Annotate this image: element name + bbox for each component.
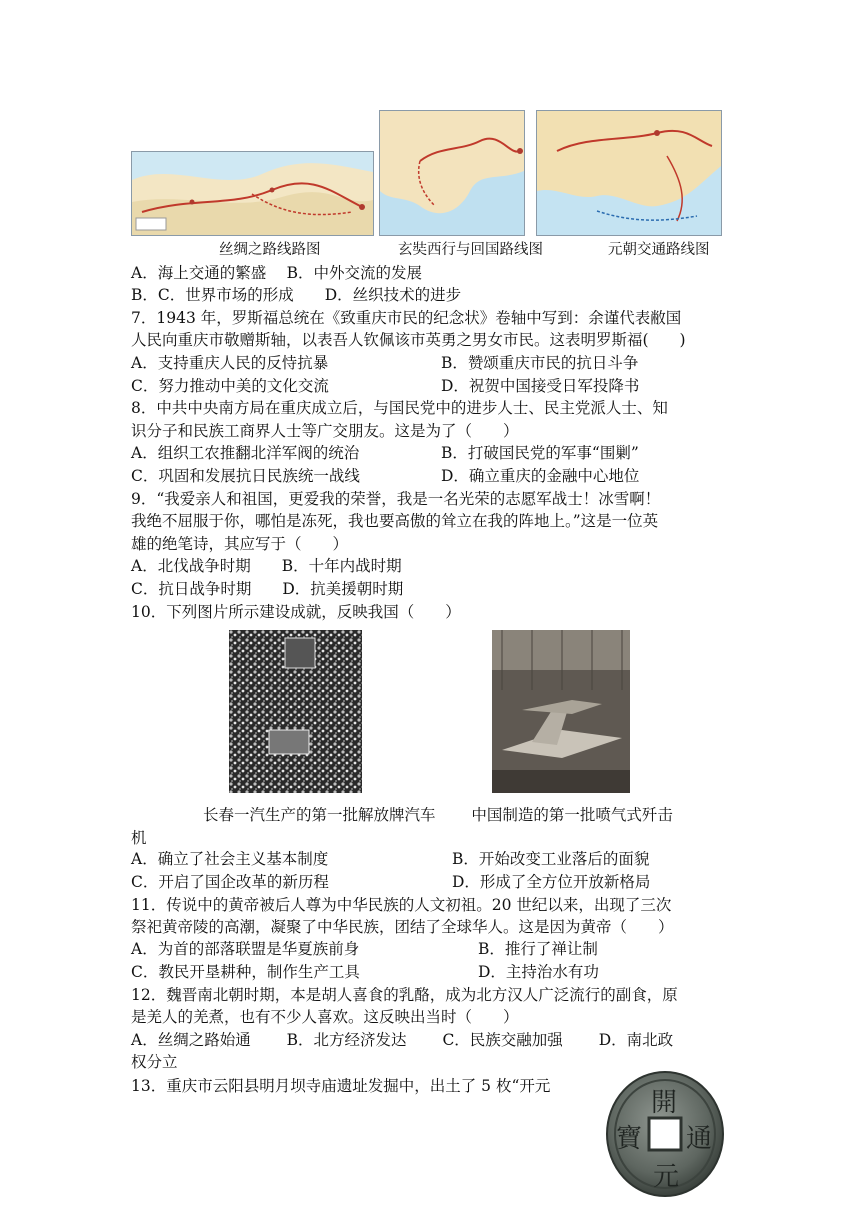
q7-option-a: A．支持重庆人民的反恃抗暴 [131,354,329,372]
q12-stem-line2: 是羌人的羌煮，也有不少人喜欢。这反映出当时（ ） [131,1008,519,1026]
q10-option-b: B．开始改变工业落后的面貌 [452,850,650,868]
q7-option-d: D．祝贺中国接受日军投降书 [441,377,640,395]
coin-char-left: 寶 [616,1124,643,1154]
coin-char-top: 開 [651,1088,678,1118]
q11-option-c: C．教民开垦耕种，制作生产工具 [131,963,360,981]
q10-option-c: C．开启了国企改革的新历程 [131,873,329,891]
q8-option-d: D．确立重庆的金融中心地位 [441,467,640,485]
q7-option-c: C．努力推动中美的文化交流 [131,377,329,395]
caption-silk-road: 丝绸之路线路图 [219,242,321,258]
q11-stem-line1: 11．传说中的黄帝被后人尊为中华民族的人文初祖。20 世纪以来，出现了三次 [131,896,672,914]
q8-option-b: B．打破国民党的军事“围剿” [441,444,639,462]
q12-options: A．丝绸之路始通 B．北方经济发达 C．民族交融加强 D．南北政 [131,1031,674,1049]
q7-stem-line2: 人民向重庆市敬赠斯轴，以表吾人钦佩该市英勇之男女市民。这表明罗斯福( ) [131,331,686,349]
caption-yuan: 元朝交通路线图 [608,242,710,258]
q12-options-wrap: 权分立 [131,1053,178,1071]
q8-option-c: C．巩固和发展抗日民族统一战线 [131,467,360,485]
caption-xuanzang: 玄奘西行与回国路线图 [398,242,543,258]
q10-stem: 10．下列图片所示建设成就，反映我国（ ） [131,603,461,621]
q12-stem-line1: 12．魏晋南北朝时期，本是胡人喜食的乳酪，成为北方汉人广泛流行的副食，原 [131,986,678,1004]
yuan-dynasty-transport-map [536,110,722,236]
q9-stem-line1: 9．“我爱亲人和祖国，更爱我的荣誉，我是一名光荣的志愿军战士！冰雪啊！ [131,490,661,508]
q8-stem-line2: 识分子和民族工商界人士等广交朋友。这是为了（ ） [131,422,519,440]
crowd-photo [229,630,362,793]
q9-stem-line3: 雄的绝笔诗，其应写于（ ） [131,535,349,553]
xuanzang-route-map [379,110,525,236]
q11-option-a: A．为首的部落联盟是华夏族前身 [131,940,360,958]
q11-option-b: B．推行了禅让制 [478,940,598,958]
silk-road-map [131,151,374,236]
q9-options-line2: C．抗日战争时期 D．抗美援朝时期 [131,580,404,598]
q10-caption-wrap: 机 [131,829,147,847]
jet-factory-photo [492,630,630,793]
q9-stem-line2: 我绝不屈服于你，哪怕是冻死，我也要高傲的耸立在我的阵地上。”这是一位英 [131,512,659,530]
q7-option-b: B．赞颂重庆市民的抗日斗争 [441,354,639,372]
q11-stem-line2: 祭祀黄帝陵的高潮，凝聚了中华民族，团结了全球华人。这是因为黄帝（ ） [131,918,674,936]
q10-option-a: A．确立了社会主义基本制度 [131,850,329,868]
q6-options-line2: B．C．世界市场的形成 D．丝织技术的进步 [131,286,462,304]
q9-options-line1: A．北伐战争时期 B．十年内战时期 [131,557,402,575]
coin-char-bottom: 元 [653,1162,680,1192]
q11-option-d: D．主持治水有功 [478,963,599,981]
q8-option-a: A．组织工农推翻北洋军阀的统治 [131,444,360,462]
coin-char-right: 通 [686,1124,713,1154]
q6-options-line1: A．海上交通的繁盛 B．中外交流的发展 [131,264,423,282]
q10-option-d: D．形成了全方位开放新格局 [452,873,651,891]
q8-stem-line1: 8．中共中央南方局在重庆成立后，与国民党中的进步人士、民主党派人士、知 [131,399,668,417]
kaiyuan-coin-image [604,1068,726,1200]
q7-stem-line1: 7．1943 年，罗斯福总统在《致重庆市民的纪念状》卷轴中写到：余谨代表敝国 [131,309,682,327]
q10-caption-line: 长春一汽生产的第一批解放牌汽车 中国制造的第一批喷气式歼击 [203,806,673,824]
q13-stem: 13．重庆市云阳县明月坝寺庙遗址发掘中，出土了 5 枚“开元 [131,1077,551,1095]
